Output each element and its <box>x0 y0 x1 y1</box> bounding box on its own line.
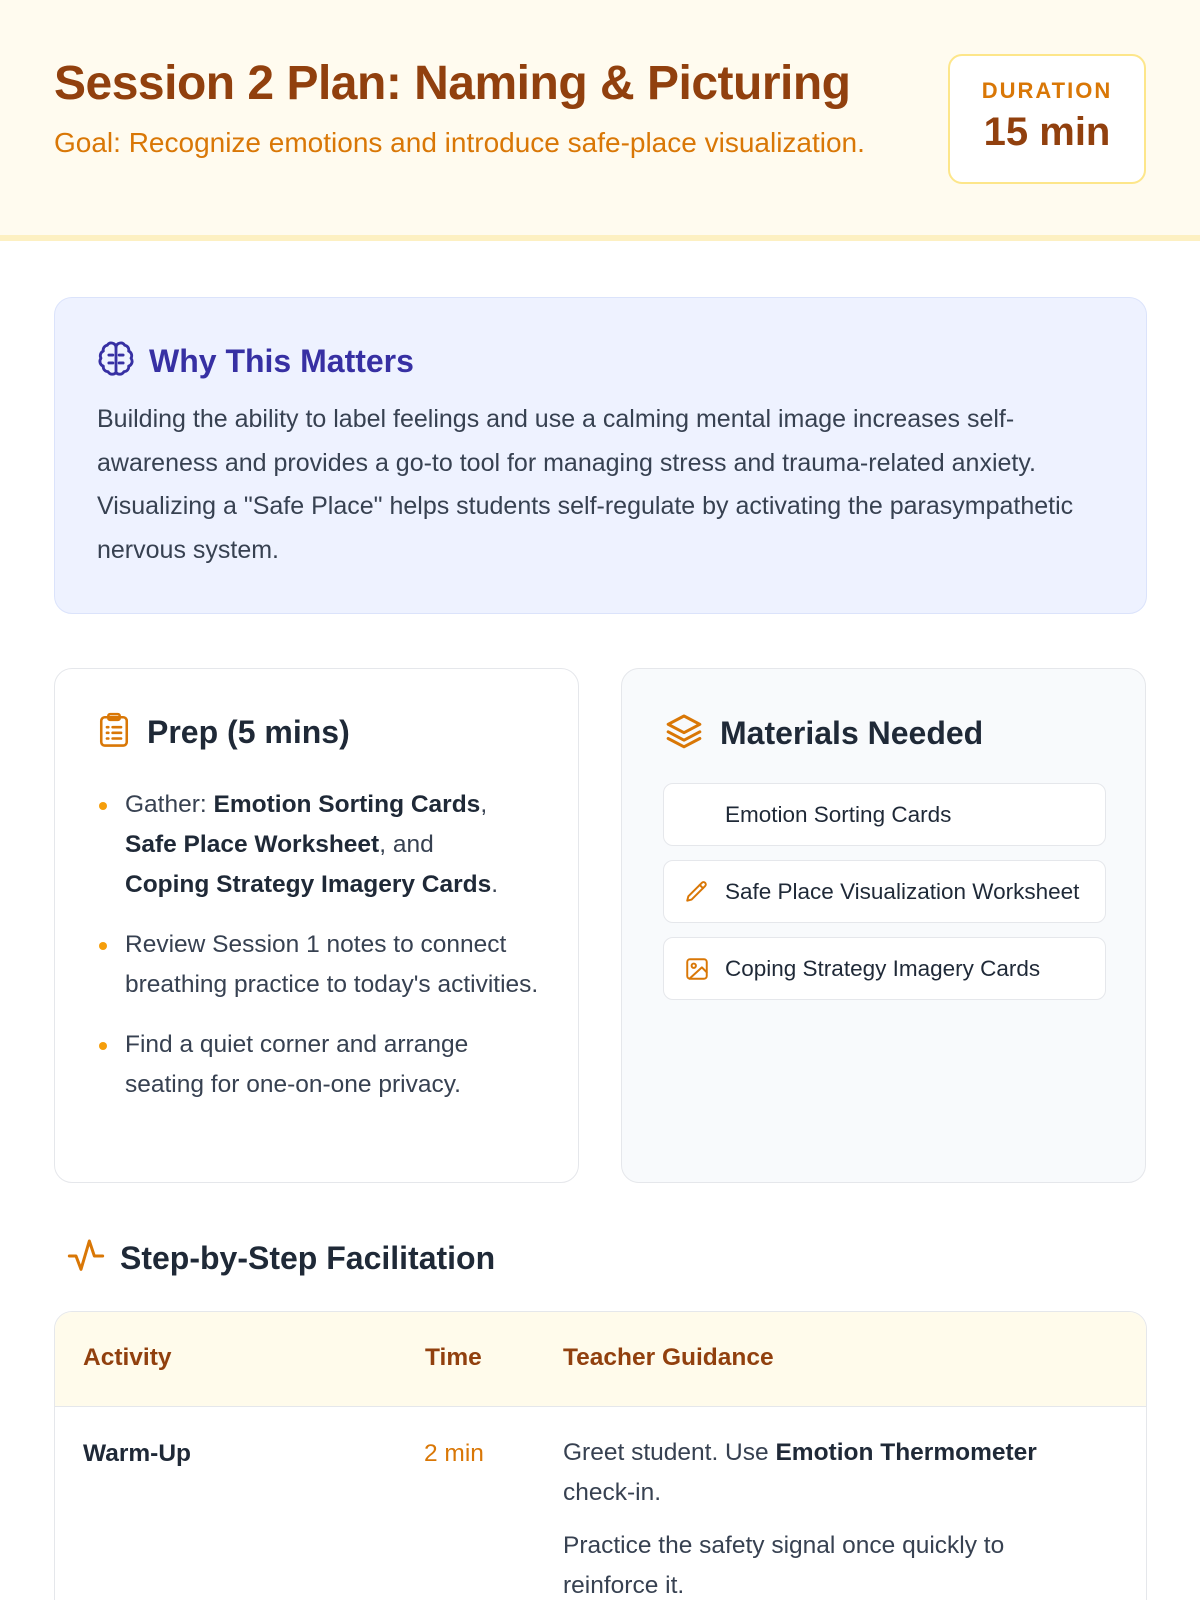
why-body: Building the ability to label feelings and use a calming mental image increases self-awareness and provides a go-to tool for managing stress and trauma-related anxiety. Visualizing a "Safe Place" helps students self-regulate by activating the parasympathetic nervous system. <box>97 405 1074 564</box>
table-header <box>55 1312 1146 1407</box>
why-heading <box>97 340 414 383</box>
prep-heading <box>97 711 350 754</box>
prep-item-text: , and <box>379 831 434 858</box>
material-label: Emotion Sorting Cards <box>725 802 952 827</box>
guidance-text: Greet student. Use <box>563 1439 776 1466</box>
material-label: Coping Strategy Imagery Cards <box>725 956 1041 981</box>
prep-list <box>97 785 547 1125</box>
material-label: Safe Place Visualization Worksheet <box>725 879 1080 904</box>
facilitation-table <box>54 1311 1147 1600</box>
prep-item-text: , <box>480 791 488 818</box>
page-title: Session 2 Plan: Naming & Picturing <box>54 57 851 110</box>
column-header-guidance: Teacher Guidance <box>563 1344 774 1371</box>
brain-icon <box>97 340 135 383</box>
materials-title: Materials Needed <box>720 715 984 751</box>
image-icon <box>684 956 710 982</box>
duration-label: DURATION <box>981 78 1113 103</box>
prep-item-text: Gather: <box>125 791 214 818</box>
page-header <box>0 0 1200 241</box>
duration-badge <box>948 54 1146 184</box>
materials-card <box>621 668 1146 1183</box>
materials-list <box>663 783 1106 1014</box>
clipboard-icon <box>97 711 131 754</box>
facilitation-heading <box>66 1236 495 1281</box>
materials-heading <box>664 711 983 756</box>
prep-item-text: Review Session 1 notes to connect breathing practice to today's activities. <box>125 931 539 998</box>
prep-item <box>97 785 547 905</box>
row-guidance <box>563 1433 1103 1600</box>
duration-value: 15 min <box>983 110 1111 154</box>
column-header-activity: Activity <box>83 1344 172 1371</box>
material-item <box>663 860 1106 923</box>
activity-icon <box>66 1236 106 1281</box>
prep-item <box>97 925 547 1005</box>
prep-card <box>54 668 579 1183</box>
prep-item-text: Find a quiet corner and arrange seating for one-on-one privacy. <box>125 1031 469 1098</box>
why-this-matters-card <box>54 297 1147 614</box>
prep-title: Prep (5 mins) <box>147 714 350 750</box>
layers-icon <box>664 711 704 756</box>
prep-item-text: . <box>491 871 499 898</box>
page-subtitle: Goal: Recognize emotions and introduce safe-place visualization. <box>54 127 865 158</box>
material-name: Emotion Sorting Cards <box>213 791 481 818</box>
row-activity: Warm-Up <box>83 1440 191 1467</box>
pencil-icon <box>684 879 710 905</box>
prep-item <box>97 1025 547 1105</box>
row-time: 2 min <box>424 1440 484 1467</box>
material-item <box>663 783 1106 846</box>
column-header-time: Time <box>425 1344 482 1371</box>
material-name: Safe Place Worksheet <box>125 831 380 858</box>
guidance-tool-name: Emotion Thermometer <box>775 1439 1037 1466</box>
guidance-paragraph: Practice the safety signal once quickly to reinforce it. <box>563 1532 1005 1599</box>
guidance-text: check-in. <box>563 1479 662 1506</box>
facilitation-title: Step-by-Step Facilitation <box>120 1240 496 1276</box>
why-title: Why This Matters <box>149 343 414 379</box>
material-item <box>663 937 1106 1000</box>
guidance-paragraph <box>563 1433 1103 1513</box>
material-name: Coping Strategy Imagery Cards <box>125 871 492 898</box>
